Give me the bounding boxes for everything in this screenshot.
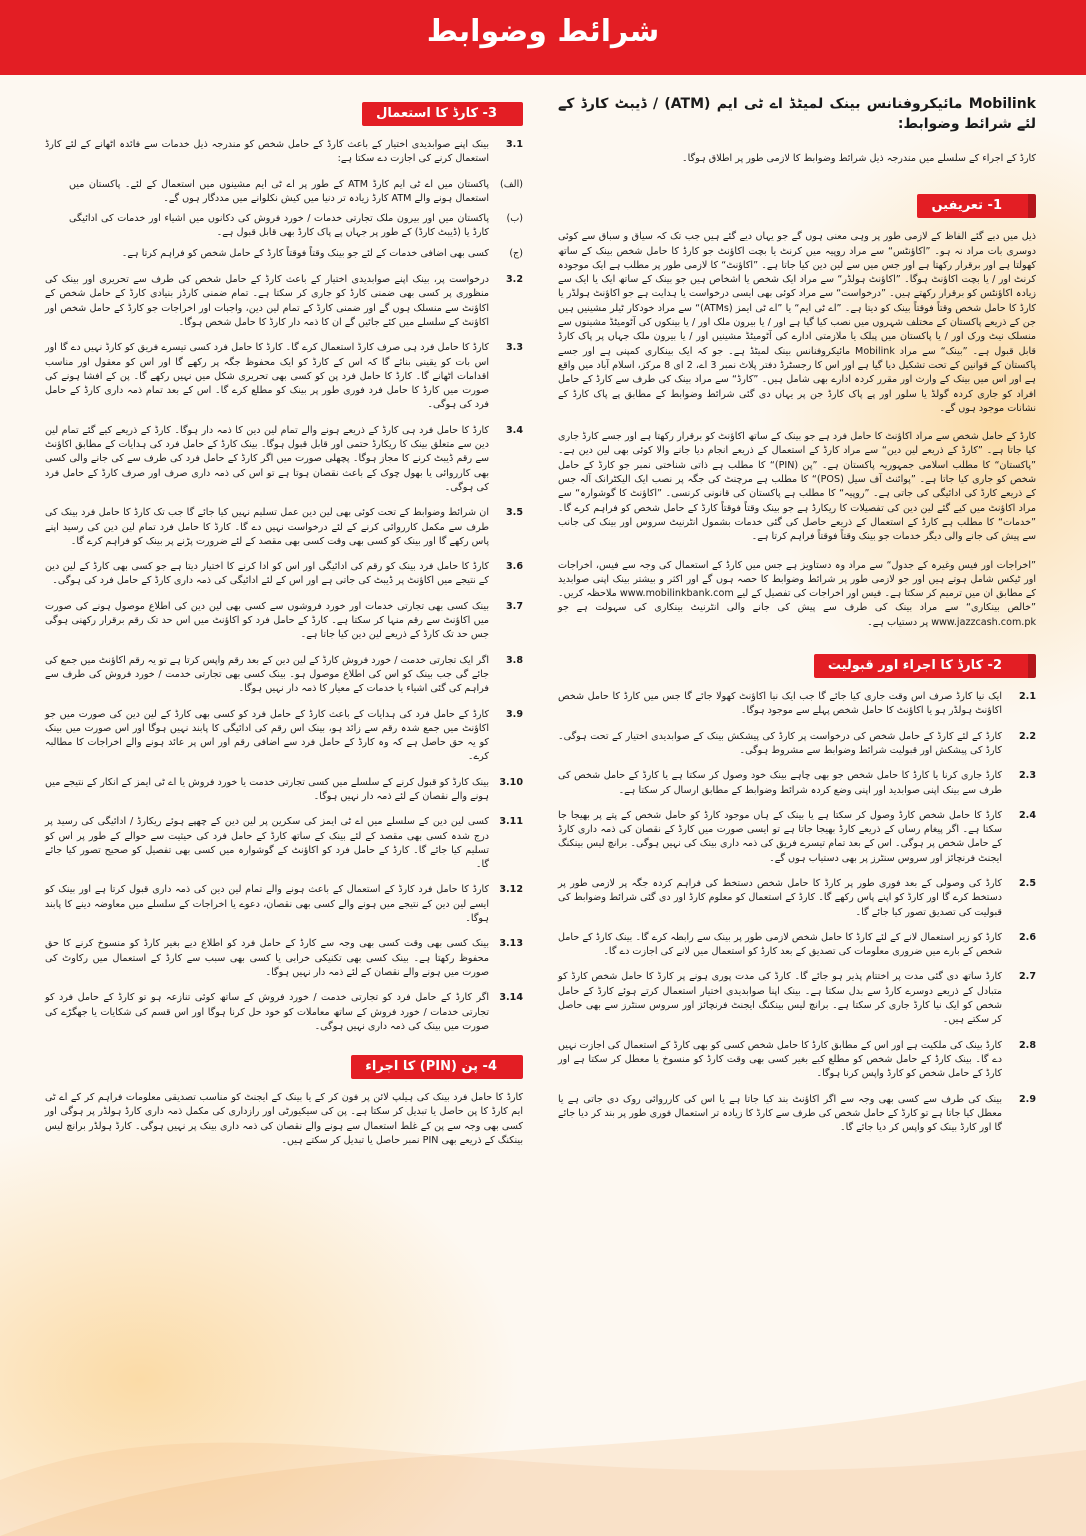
clause-number: 2.9 <box>1019 1093 1036 1105</box>
clause-text: بینک کسی بھی تجارتی خدمات اور خورد فروشوں سے کسی بھی لین دین کی اطلاع موصول ہونے کی صورت میں اکاؤنٹ سے رقم منہا کر سکتا ہے۔ کارڈ کے حامل فرد کو اکاؤنٹ میں اس حد تک رقم برقرار رکھنی ہوگی جس حد تک کارڈ کے ذریعے لین دین کیا جاتا ہے۔ <box>45 600 489 641</box>
clause-number: 3.7 <box>506 600 523 612</box>
section-pin-issuance <box>45 1045 523 1148</box>
left-column <box>45 92 523 1162</box>
definitions-paragraph: ذیل میں دیے گئے الفاظ کے لازمی طور پر وہی معنی ہوں گے جو یہاں دیے گئے ہیں جب تک کہ سیاق و سباق سے کوئی دوسری بات مراد نہ ہو۔ ”اکاؤنٹس“ سے مراد روپیہ میں کرنٹ یا بچت اکاؤنٹ جو کارڈ کا حامل شخص بینک کے ساتھ کھولتا ہے اور برقرار رکھتا ہے اور جس میں سے لین دین کیا جاتا ہے۔ ”اکاؤنٹ“ کا لازمی طور پر مطلب ہے ایک موجودہ کرنٹ اور / یا بچت اکاؤنٹ ہوگا۔ ”اکاؤنٹ ہولڈر“ سے مراد ایک شخص یا اشخاص ہیں جو بینک کے ساتھ ایک یا ایک سے زیادہ اکاؤنٹس کو برقرار رکھتے ہیں۔ ”درخواست“ سے مراد کوئی بھی ایسی درخواست یا ہدایت ہے جو اکاؤنٹ ہولڈر یا کارڈ کا حامل شخص وقتاً فوقتاً بینک کو دیتا ہے۔ ”اے ٹی ایم“ یا ”اے ٹی ایمز (ATMs)“ سے مراد خودکار ٹیلر مشینیں ہیں جن کے ذریعے پاکستان کے مختلف شہروں میں نصب کیا گیا ہے اور / یا بیرون ملک اور / یا بینکوں کی آٹومیٹڈ مشینوں سے منسلک نیٹ ورک اور / یا پاکستان میں پبلک یا ملازمتی ادارے کی آٹومیٹڈ مشینیں اور / یا بیرون ملک جہاں پر پاک کارڈ قابل قبول ہے۔ ”بینک“ سے مراد Mobilink مائیکروفنانس بینک لمیٹڈ ہے۔ جو کہ ایک بینکاری کمپنی ہے اور جسے پاکستان کے قوانین کے تحت تشکیل دیا گیا ہے اور اس کا رجسٹرڈ دفتر پلاٹ نمبر 3 اے، 2 ای 8 مرکز، اسلام آباد میں واقع ہے اور اس میں بینک کے وارث اور مقرر کردہ ادارے بھی شامل ہیں۔ ”کارڈ“ سے مراد بینک کی طرف سے کارڈ کے حامل افراد کو جاری کردہ گولڈ یا سلور اور پے پاک کارڈ جن پر یہاں دی گئی شرائط وضوابط کے مطابق پے پاک کارڈ کے نشانات موجود ہوں گے۔ <box>558 231 1037 414</box>
clause-number: 2.3 <box>1019 770 1036 782</box>
document-title: Mobilink مائیکروفنانس بینک لمیٹڈ اے ٹی ایم (ATM) / ڈیبٹ کارڈ کے لئے شرائط وضوابط: <box>558 96 1036 132</box>
page-title: شرائط وضوابط <box>426 14 660 49</box>
clause <box>558 970 1036 1027</box>
section-definitions <box>558 184 1036 630</box>
clause <box>45 776 523 805</box>
clause-number: 2.2 <box>1019 730 1036 742</box>
clause <box>558 877 1036 920</box>
clause-text: کارڈ کا حامل فرد ہی کارڈ کے ذریعے ہونے والے تمام لین دین کا ذمہ دار ہوگا۔ کارڈ کے ذریعے کیے گئے تمام لین دین سے متعلق بینک کا ریکارڈ حتمی اور قابل قبول ہوگا۔ بینک کارڈ کے حامل فرد کی ہدایات کے مطابق اکاؤنٹ سے رقم ڈیبٹ کرنے کا مجاز ہوگا۔ پچھلی صورت میں اگر کارڈ کے حامل فرد کی طرف سے کی جانے والی کسی بھی کارروائی یا بھول چوک کے باعث نقصان ہوتا ہے تو اس کی ذمہ داری صرف اور صرف کارڈ کے حامل فرد کی ہوگی۔ <box>45 424 489 493</box>
clause <box>45 708 523 765</box>
section-heading-definitions: 1- تعریفیں <box>917 194 1036 218</box>
clause <box>45 506 523 549</box>
clause-number: 2.8 <box>1019 1039 1036 1051</box>
clause-text: اگر کارڈ کے حامل فرد کو تجارتی خدمت / خورد فروش کے ساتھ کوئی تنازعہ ہو تو کارڈ کے حامل فرد کو تجارتی خدمات / خورد فروش کے ساتھ معاملات کو خود حل کرنا ہوگا اور اس قسم کی شکایات یا جھگڑے کی صورت میں بینک کی ذمہ داری نہیں ہوگی۔ <box>45 992 489 1032</box>
clause <box>558 1093 1036 1136</box>
clause-text: کسی لین دین کے سلسلے میں اے ٹی ایمز کی سکرین پر لین دین کے چھپے ہوئے ریکارڈ / ادائیگی کی رسید پر درج شدہ کسی بھی مقصد کے لئے بینک کے ساتھ کارڈ کے حامل فرد کی حیثیت سے حوالے کے طور پر اس کو تسلیم کیا جائے گا۔ کارڈ کے حامل فرد کو اکاؤنٹ کے گوشوارہ میں کسی بھی تفصیل کو صحیح تصور کیا جائے گا۔ <box>45 816 489 871</box>
sub-clause-label: (ج) <box>509 247 523 259</box>
clause-text: کارڈ کے حامل فرد کی ہدایات کے باعث کارڈ کے حامل فرد کو کسی بھی کارڈ کے لین دین کی صورت میں جو اکاؤنٹ میں جمع شدہ رقم سے زائد ہو، بینک اس رقم کی ادائیگی کا پابند نہیں ہوگا اور اس صورت میں بینک کو یہ حق حاصل ہے کہ وہ کارڈ کے حامل فرد سے اضافی رقم اور اس پر عائد ہونے والے اخراجات کا مطالبہ کرے۔ <box>45 708 489 763</box>
sub-clause <box>69 247 523 261</box>
clause <box>45 560 523 589</box>
clause-text: کارڈ کا حامل شخص کارڈ وصول کر سکتا ہے یا بینک کے ہاں موجود کارڈ کو حامل شخص کے پتے پر بھیجا جا سکتا ہے۔ اگر پیغام رساں کے ذریعے کارڈ بھیجا جاتا ہے تو ایسی صورت میں کارڈ کے نقصان کی ذمہ داری کارڈ کے حامل شخص پر ہوگی۔ اس کے بعد تمام تیسرے فریق کی ذمہ داری بینک کی نہیں ہوگی۔ برانچ لیس بینکنگ ایجنٹ فرنچائز اور سروس سنٹرز پر بھی دستیاب ہوں گے۔ <box>558 809 1002 864</box>
clause-number: 3.10 <box>499 776 523 788</box>
clause-number: 3.12 <box>499 884 523 896</box>
clause <box>45 883 523 926</box>
clause-text: کارڈ کو زیر استعمال لانے کے لئے کارڈ کا حامل شخص لازمی طور پر بینک سے رابطہ کرے گا۔ بینک کارڈ کے حامل شخص کے بارے میں ضروری معلومات کی تصدیق کے بعد کارڈ کو استعمال میں لانے کی اجازت دے گا۔ <box>558 931 1002 958</box>
clause-number: 2.5 <box>1019 877 1036 889</box>
clause-number: 3.1 <box>506 139 523 150</box>
right-column <box>558 92 1036 1146</box>
clause <box>45 273 523 330</box>
clause-text: کارڈ جاری کرنا یا کارڈ کا حامل شخص جو بھی چاہے بینک خود وصول کر سکتا ہے یا کارڈ کے حامل شخص کی طرف سے بینک اپنی صوابدید اور اپنی وضع کردہ شرائط وضوابط کے مطابق ارسال کر سکتا ہے۔ <box>558 770 1002 796</box>
clause-text: ان شرائط وضوابط کے تحت کوئی بھی لین دین عمل تسلیم نہیں کیا جائے گا جب تک کارڈ کا حامل فرد بینک کی طرف سے مکمل کارروائی کرنے کے لئے درخواست نہیں دے گا۔ کارڈ کا حامل فرد تمام لین دین کی رسید اپنے پاس رکھے گا اور بینک کو کسی بھی وقت کسی بھی مقصد کے لئے ضرورت پڑنے پر بینک کو فراہم کرے گا۔ <box>45 507 489 547</box>
clause <box>45 341 523 412</box>
clause-number: 3.9 <box>506 708 523 720</box>
clause <box>45 424 523 495</box>
clause-text: کارڈ کی وصولی کے بعد فوری طور پر کارڈ کا حامل شخص دستخط کی فراہم کردہ جگہ پر لازمی طور پر دستخط کرے گا اور کارڈ کو اپنے پاس رکھے گا۔ کارڈ کے استعمال کو معلوم کارڈ اور دی گئی شرائط وضوابط کی قبولیت کی تصدیق تصور کیا جائے گا۔ <box>558 877 1002 918</box>
sub-clause-label: (الف) <box>499 178 523 190</box>
header-banner <box>0 0 1086 75</box>
clause-number: 3.4 <box>506 424 523 436</box>
clause-number: 3.3 <box>506 342 523 354</box>
clause <box>45 138 523 167</box>
clause <box>558 690 1036 719</box>
clause-number: 3.5 <box>506 507 523 519</box>
clause-number: 2.6 <box>1019 931 1036 943</box>
clause-text: بینک اپنے صوابدیدی اختیار کے باعث کارڈ کے حامل شخص کو مندرجہ ذیل خدمات سے فائدہ اٹھانے کے لئے کارڈ استعمال کرنے کی اجازت دے سکتا ہے: <box>45 139 489 165</box>
definitions-paragraph: کارڈ کے حامل شخص سے مراد اکاؤنٹ کا حامل فرد ہے جو بینک کے ساتھ اکاؤنٹ کو برقرار رکھتا ہے اور جسے کارڈ جاری کیا جاتا ہے۔ ”کارڈ کے ذریعے لین دین“ سے مراد کارڈ کے استعمال کے ذریعے انجام دیا جانے والا کوئی بھی لین دین ہے۔ ”پاکستان“ کا مطلب اسلامی جمہوریہ پاکستان ہے۔ ”پن (PIN)“ کا مطلب ہے ذاتی شناختی نمبر جو کارڈ کے حامل شخص کو جاری کیا جاتا ہے۔ ”پوائنٹ آف سیل (POS)“ کا مطلب ہے مرچنٹ کی جگہ پر نصب ایک الیکٹرانک آلہ جس کے ذریعے کارڈ کی ادائیگی کی جاتی ہے۔ ”روپیہ“ کا مطلب ہے پاکستان کی قانونی کرنسی۔ ”اکاؤنٹ کا گوشوارہ“ سے مراد اکاؤنٹ میں کیے گئے لین دین کی تفصیلات کا ریکارڈ ہے جو بینک وقتاً فوقتاً کارڈ کے حامل شخص کو فراہم کرے گا۔ ”خدمات“ کا مطلب ہے کارڈ کے استعمال کے ذریعے حاصل کی گئی خدمات بشمول انٹرنیٹ سروس اور بینک کی جانب سے پیش کی جانے والی دیگر خدمات جو بینک وقتاً فوقتاً فراہم کرتا ہے۔ <box>558 431 1036 543</box>
clause-number: 2.1 <box>1019 691 1036 703</box>
clause <box>558 1039 1036 1082</box>
intro-text: کارڈ کے اجراء کے سلسلے میں مندرجہ ذیل شرائط وضوابط کا لازمی طور پر اطلاق ہوگا۔ <box>682 153 1036 164</box>
clause-text: کارڈ کا حامل فرد بینک کو رقم کی ادائیگی اور اس کو ادا کرنے کا اختیار دیتا ہے جو کسی بھی کارڈ کے لین دین کے نتیجے میں اکاؤنٹ پر ڈیبٹ کی جاتی ہے اور اس کے لئے ادائیگی کی ذمہ داری کارڈ کے حامل فرد کی ہوگی۔ <box>45 561 489 587</box>
section-heading-pin-issuance: 4- پن (PIN) کا اجراء <box>351 1055 523 1079</box>
sub-clause <box>69 212 523 241</box>
clause-text: بینک کی طرف سے کسی بھی وجہ سے اگر اکاؤنٹ بند کیا جاتا ہے یا اس کی کارروائی روک دی جاتی ہے یا معطل کیا جاتا ہے تو کارڈ کے حامل شخص کی طرف سے کارڈ کا زیادہ تر استعمال فوری طور پر بند کر دیا جائے گا اور کارڈ بینک کو واپس کر دیا جائے گا۔ <box>558 1093 1002 1134</box>
sub-clause-text: کسی بھی اضافی خدمات کے لئے جو بینک وقتاً فوقتاً کارڈ کے حامل شخص کو فراہم کرتا ہے۔ <box>121 247 489 259</box>
sub-clause-text: پاکستان میں اور بیرون ملک تجارتی خدمات / خورد فروش کی دکانوں میں اشیاء اور خدمات کی ادائیگی کارڈ یا (ڈیبٹ کارڈ) کے طور پر جہاں پے پاک کارڈ بھی قابل قبول ہے۔ <box>69 213 489 239</box>
clause <box>45 815 523 872</box>
clause-number: 3.11 <box>499 816 523 828</box>
clause <box>45 654 523 697</box>
clause-text: کارڈ کا حامل فرد کارڈ کے استعمال کے باعث ہونے والے تمام لین دین کی ذمہ داری قبول کرتا ہے اور بینک کو ایسے لین دین کے نتیجے میں ہونے والے کسی بھی نقصان، دعوے یا اخراجات کے سلسلے میں معاوضہ دینے کا پابند ہوگا۔ <box>45 884 489 925</box>
clause <box>558 809 1036 866</box>
sub-clause-text: پاکستان میں اے ٹی ایم کارڈ ATM کے طور پر اے ٹی ایم مشینوں میں استعمال کے لئے۔ پاکستان میں استعمال ہونے والے ATM کارڈ زیادہ تر دنیا میں کیش نکلوانے میں مددگار ہوں گے۔ <box>69 178 489 204</box>
clause <box>45 937 523 980</box>
clause-number: 3.13 <box>499 938 523 950</box>
pin-paragraph: کارڈ کا حامل فرد بینک کی ہیلپ لائن پر فون کر کے یا بینک کے ایجنٹ کو مناسب تصدیقی معلومات فراہم کر کے اے ٹی ایم کارڈ کا پن حاصل یا تبدیل کر سکتا ہے۔ پن کی سیکیورٹی اور رازداری کی مکمل ذمہ داری کارڈ ہولڈر پر ہوگی اور کسی بھی وجہ سے پن کے غلط استعمال سے ہونے والے نقصان کی ذمہ داری بینک پر نہیں ہوگی۔ کارڈ ہولڈر برانچ لیس بینکنگ کے ذریعے بھی PIN نمبر حاصل یا تبدیل کر سکتے ہیں۔ <box>45 1092 523 1147</box>
clause-number: 3.2 <box>506 274 523 286</box>
section-heading-card-usage: 3- کارڈ کا استعمال <box>362 102 523 126</box>
clause-number: 2.7 <box>1019 971 1036 983</box>
clause-text: بینک کارڈ کو قبول کرنے کے سلسلے میں کسی تجارتی خدمت یا خورد فروش یا اے ٹی ایمز کے انکار کے نتیجے میں ہونے والے نقصان کے لئے ذمہ دار نہیں ہوگا۔ <box>45 776 489 802</box>
clause <box>558 931 1036 960</box>
clause <box>558 730 1036 759</box>
clause <box>45 991 523 1034</box>
section-card-issuance <box>558 644 1036 1135</box>
clause-number: 3.6 <box>506 561 523 573</box>
clause <box>45 600 523 643</box>
clause-text: کارڈ کے لئے کارڈ کے حامل شخص کی درخواست پر کارڈ کی پیشکش بینک کے صوابدیدی اختیار کے تحت ہوگی۔ کارڈ کی پیشکش اور قبولیت شرائط وضوابط سے مشروط ہوگی۔ <box>558 730 1002 756</box>
clause-text: بینک کسی بھی وقت کسی بھی وجہ سے کارڈ کے حامل فرد کو اطلاع دیے بغیر کارڈ کو منسوخ کرنے کا حق محفوظ رکھتا ہے۔ بینک کسی بھی تکنیکی خرابی یا کسی بھی سبب سے کارڈ کے استعمال میں رکاوٹ کی صورت میں ہونے والے نقصان کے لئے ذمہ دار نہیں ہوگا۔ <box>45 938 489 978</box>
clause-text: کارڈ بینک کی ملکیت ہے اور اس کے مطابق کارڈ کا حامل شخص کسی کو بھی کارڈ کے استعمال کی اجازت نہیں دے گا۔ بینک کارڈ کے حامل شخص کو مطلع کیے بغیر کسی بھی وقت کارڈ کو منسوخ یا معطل کر سکتا ہے اور کارڈ کے حامل شخص کو کارڈ واپس کرنا ہوگا۔ <box>558 1039 1002 1080</box>
clause-number: 2.4 <box>1019 809 1036 821</box>
clause-number: 3.8 <box>506 654 523 666</box>
section-card-usage <box>45 92 523 1034</box>
clause-text: درخواست پر، بینک اپنے صوابدیدی اختیار کے باعث کارڈ کے حامل شخص کی طرف سے تحریری اور بینک کی منظوری پر کسی بھی ضمنی کارڈ کو جاری کر سکتا ہے۔ تمام ضمنی کارڈز بنیادی کارڈ کے حامل شخص کے اکاؤنٹ سے منسلک ہوں گے اور ضمنی کارڈ کے تمام لین دین، واجبات اور اخراجات جو کارڈ کے حامل شخص اور اکاؤنٹ کے سلسلے میں کئے جائیں گے ان کا ذمہ دار کارڈ کا حامل شخص ہوگا۔ <box>45 274 489 328</box>
clause <box>558 769 1036 798</box>
definitions-paragraph: ”اخراجات اور فیس وغیرہ کے جدول“ سے مراد وہ دستاویز ہے جس میں کارڈ کے استعمال کی وجہ سے فیس، اخراجات اور ٹیکس شامل ہوتے ہیں اور جو لازمی طور پر شرائط وضوابط کا حصہ ہوں گے اور اکثر و بیشتر بینک اپنی صوابدید کے مطابق ان میں ترمیم کر سکتا ہے۔ فیس اور اخراجات کی تفصیل کے لیے www.mobilinkbank.com ملاحظہ کریں۔ ”خالص بینکاری“ سے مراد بینک کی طرف سے پیش کی جانے والی انٹرنیٹ بینکاری کی سہولت ہے جو www.jazzcash.com.pk پر دستیاب ہے۔ <box>558 559 1037 628</box>
clause-text: اگر ایک تجارتی خدمت / خورد فروش کارڈ کے لین دین کے بعد رقم واپس کرتا ہے تو یہ رقم اکاؤنٹ میں جمع کی جائے گی جب بینک کو اس کی اطلاع موصول ہو۔ بینک کسی بھی تجارتی خدمت / خورد فروش کی طرف سے فراہم کی گئی اشیاء یا خدمات کے معیار کا ذمہ دار نہیں ہوگا۔ <box>45 654 489 695</box>
section-heading-card-issuance: 2- کارڈ کا اجراء اور قبولیت <box>814 654 1036 678</box>
sub-clause-label: (ب) <box>506 213 523 225</box>
clause-text: کارڈ کا حامل فرد ہی صرف کارڈ استعمال کرے گا۔ کارڈ کا حامل فرد کسی تیسرے فریق کو کارڈ نہیں دے گا اور اس بات کو یقینی بنائے گا کہ اس کے کارڈ کو ایک محفوظ جگہ پر رکھے گا اور اس کو معقول اور مناسب اقدامات اٹھانے گا۔ کارڈ کا حامل فرد پن کو کسی بھی تحریری شکل میں نہیں رکھے گا۔ پن کے افشا ہونے کی صورت میں کارڈ کا حامل فرد فوری طور پر بینک کو مطلع کرے گا۔ اس کے بعد تمام ذمہ داری کارڈ کے حامل فرد کی ہوگی۔ <box>45 342 489 411</box>
clause-text: کارڈ ساتھ دی گئی مدت پر اختتام پذیر ہو جائے گا۔ کارڈ کی مدت پوری ہونے پر کارڈ کا حامل شخص کارڈ کو متبادل کے ذریعے دوسرے کارڈ سے بدل سکتا ہے۔ بینک اپنا صوابدیدی اختیار استعمال کرتے ہوئے کارڈ کے حامل شخص کو ایک نیا کارڈ جاری کر سکتا ہے۔ برانچ لیس بینکنگ ایجنٹ فرنچائز اور سروس سنٹرز سے بھی حاصل کر سکتے ہیں۔ <box>558 971 1002 1026</box>
clause-text: ایک نیا کارڈ صرف اس وقت جاری کیا جائے گا جب ایک نیا اکاؤنٹ کھولا جائے گا جس میں کارڈ کا حامل شخص اکاؤنٹ ہولڈر ہو یا اکاؤنٹ کا حامل شخص پہلے سے موجود ہوگا۔ <box>558 691 1002 717</box>
clause-number: 3.14 <box>499 992 523 1004</box>
sub-clause <box>69 178 523 207</box>
